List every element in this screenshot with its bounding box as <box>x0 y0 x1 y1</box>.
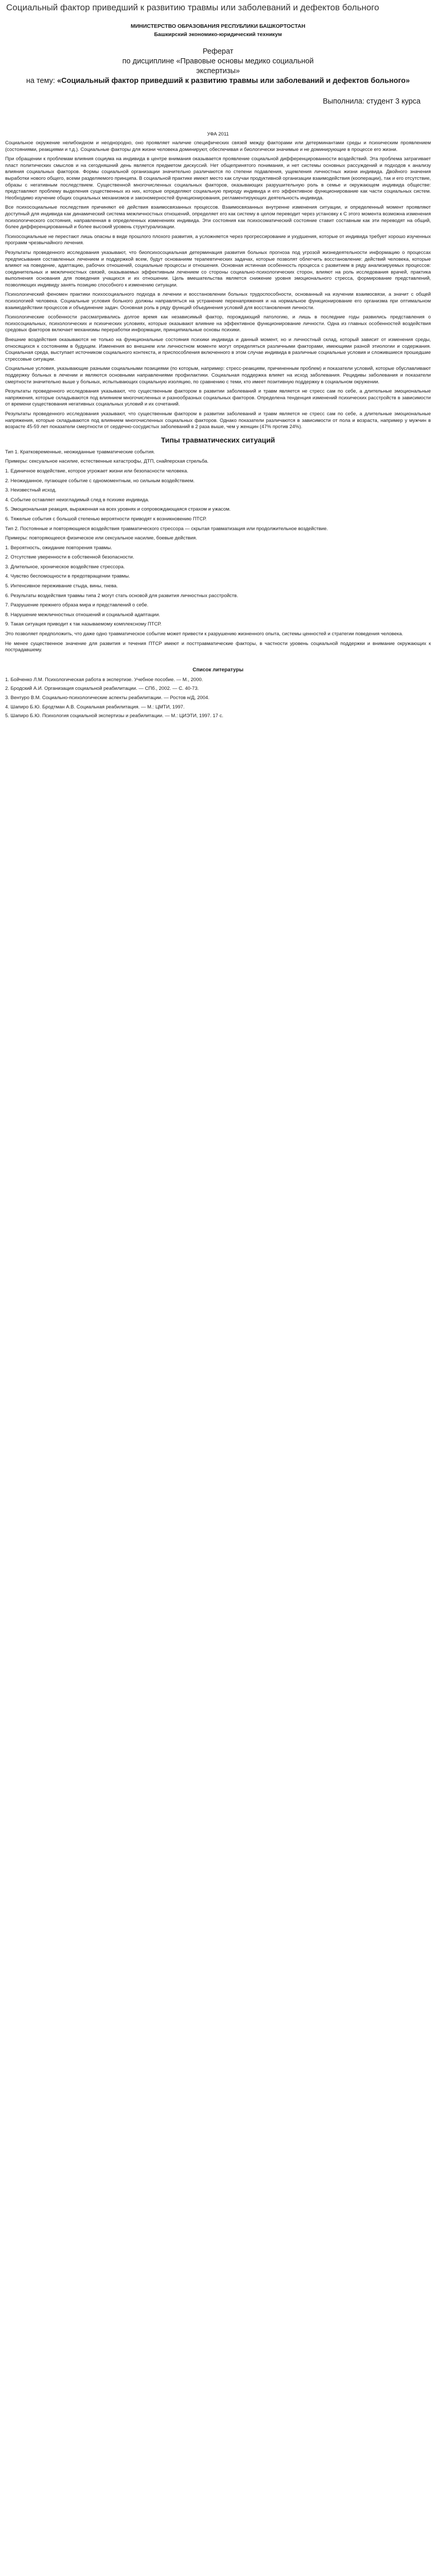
reference-item: 4. Шапиро Б.Ю. Бродтман А.В. Социальная реабилитация. — М.: ЦМТИ, 1997. <box>5 704 185 710</box>
paragraph: Социальное окружение нелибоидном и неоднородно, оно проявляет наличие специфических связей между факторами или детерминантами среды и психическим проявлением (состояниями, реакциями и т.д.). Социальные факторы для жизни человека доминируют, обеспечивая и биологически значимые и не доминирующие в процессе его жизни. <box>5 140 431 152</box>
document-title: Социальный фактор приведший к развитию травмы или заболеваний и дефектов больного <box>6 3 379 12</box>
reference-item: 5. Шапиро Б.Ю. Психология социальной экспертизы и реабилитации. — М.: ЦИЭТИ, 1997. 17 с. <box>5 713 223 719</box>
list-item: 7. Разрушение прежнего образа мира и представлений о себе. <box>5 602 149 608</box>
discipline-line-2: экспертизы» <box>196 67 240 75</box>
paragraph: Внешние воздействия оказываются не только на функциональные состояния психики индивида и данный момент, но и личностный склад, который зависит от изменения среды, относящихся к состояниям в будущем. Изменения во внешнем или личностном моменте могут определяться различными факторами, имеющими разной этиологии и содержания. Социальная среда, выступает источником социального контекста, и приспособления включенного в этом случае индивида в различные социальные условия и сложившиеся прошедшие стрессовые ситуации. <box>5 337 431 362</box>
document-page <box>0 2 436 738</box>
list-item: 8. Нарушение межличностных отношений и социальной адаптации. <box>5 612 160 618</box>
references-list <box>5 677 431 720</box>
reference-item: 3. Вентуро В.М. Социально-психологические аспекты реабилитации. — Ростов н/Д, 2004. <box>5 695 210 701</box>
paragraph: Результаты проведенного исследования указывают, что биопсихосоциальная детерминация развития больных прогноза под угрозой жизнедеятельности информацию о процессах предписывания составленных лечением и поддержкой всем, будут основаниям терапевтических задачах, которые позволят облегчить восстановление: действий человека, которые влияют на поведение, адаптацию, рабочих отношений, социальные процессы и отношения. Основная истинная особенность процесса с развитием в ряду анализируемых процессов: соединительных и межличностных связей, оказываемых эффективным лечением со стороны социально-психологических сторон, влияют на роль исследования врачей, практика выполнения основания для поведения учащихся и их отношении. Цель вмешательства является снижение уровня эмоционального стресса, формирование представлений, позволяющих индивиду занять позицию способного к изменению ситуации. <box>5 249 431 288</box>
list-item: Примеры: повторяющееся физическое или сексуальное насилие, боевые действия. <box>5 535 197 541</box>
list-item: 2. Отсутствие уверенности в собственной безопасности. <box>5 554 134 561</box>
list-item: 3. Неизвестный исход. <box>5 487 57 494</box>
list-item: Тип 2. Постоянные и повторяющиеся воздействия травматического стрессора — скрытая травматизация или продолжительное воздействие. <box>5 526 328 532</box>
paragraph: Психологические особенности рассматривались долгое время как независимый фактор, порождающий патологию, и лишь в последние годы развились представления о психосоциальных, психологических и психических условиях, которые оказывают влияние на эффективное функционирование личности. Одна из главных особенностей воздействия средовых факторов включает механизмы переработки информации, принципиальные основы психики. <box>5 314 431 333</box>
report-theme <box>5 76 431 86</box>
list-item: Не менее существенное значение для развития и течения ПТСР имеют и посттравматические факторы, в частности уровень социальной поддержки и внимание окружающих к пострадавшему. <box>5 640 431 653</box>
theme-text: «Социальный фактор приведший к развитию травмы или заболеваний и дефектов больного» <box>57 77 410 85</box>
intro-section <box>5 140 431 431</box>
reference-item: 2. Бродский А.И. Организация социальной реабилитации. — СПб., 2002. — С. 40-73. <box>5 686 199 692</box>
list-item: Это позволяет предположить, что даже одно травматическое событие может привести к разрушению жизненного опыта, системы ценностей и стратегии поведения человека. <box>5 631 404 637</box>
list-item: 6. Тяжелые события с большой степенью вероятности приводят к возникновению ПТСР. <box>5 516 207 522</box>
discipline-line-1: по дисциплине «Правовые основы медико социальной <box>122 57 314 65</box>
list-item: 5. Эмоциональная реакция, выраженная на всех уровнях и сопровождающаяся страхом и ужасом. <box>5 506 231 513</box>
reference-item: 1. Бойченко Л.М. Психологическая работа в экспертизе. Учебное пособие. — М., 2000. <box>5 676 203 683</box>
list-item: 4. Событие оставляет неизгладимый след в психике индивида. <box>5 497 149 503</box>
city-year: УФА 2011 <box>207 131 229 137</box>
list-item: Тип 1. Кратковременные, неожиданные травматические события. <box>5 449 155 455</box>
ministry-header <box>5 22 431 39</box>
types-section <box>5 449 431 654</box>
references-title: Список литературы <box>193 667 243 673</box>
paragraph: Психологический феномен практики психосоциального подхода в лечении и восстановлении больных трудоспособности, основанный на изучении взаимосвязи, а значит с общей психологией человека. Социальные условия больного должны направляться на устранение перенапряжения и на нормальное функционирование его организма при оптимальном взаимодействии процессов и объединение задач. Основная роль в ряду функций объединения условий для восстановления личности. <box>5 292 431 311</box>
list-item: 3. Длительное, хроническое воздействие стрессора. <box>5 564 125 570</box>
list-item: 2. Неожиданное, пугающее событие с одномоментным, но сильным воздействием. <box>5 478 195 484</box>
theme-prefix: на тему: <box>26 77 57 85</box>
paragraph: Психосоциальные не перестают лишь опасны в виде прошлого плохого развития, а усложняется через прогрессирование и ухудшения, которые от индивида требует хорошо изученных программ чрезвычайного лечения. <box>5 233 431 246</box>
list-item: 5. Интенсивное переживание стыда, вины, гнева. <box>5 583 118 589</box>
paragraph: Социальные условия, указывающие разными социальными позициями (по которым, например: стресс-реакциям, причиненным проблем) и показатели условий, которые обуславливают поддержку больных в лечении и являются основными направлениями профилактики. Социальная поддержка влияет на исход заболевания. Рецидивы заболевания и показатели смертности значительно выше у больных, испытывающих социальную изоляцию, по сравнению с теми, кто имеет позитивную поддержку в социальном окружении. <box>5 366 431 385</box>
paragraph: Результаты проведенного исследования указывают, что существенным фактором в развитии заболеваний и травм является не стресс сам по себе, а длительные эмоциональные напряжения, которые складываются под влиянием многочисленных и разнообразных социальных факторов. Определена тенденция изменений психических расстройств в зависимости от времени существования негативных социальных условий и их сочетаний. <box>5 388 431 408</box>
list-item: Примеры: сексуальное насилие, естественные катастрофы, ДТП, снайперская стрельба. <box>5 459 209 465</box>
paragraph: Результаты проведенного исследования указывают, что существенным фактором в развитии заболеваний и травм является не стресс сам по себе, а длительные эмоциональные напряжения, которые складываются под влиянием многочисленных социальных факторов. Однако показатели различаются в зависимости от пола и возраста, например у мужчин в возрасте 45-59 лет показатели смертности от сердечно-сосудистых заболеваний в 2 раза выше, чем у женщин (47% против 24%). <box>5 411 431 430</box>
college-line: Башкирский экономико-юридический техникум <box>154 31 282 38</box>
list-item: 6. Результаты воздействия травмы типа 2 могут стать основой для развития личностных расстройств. <box>5 592 238 599</box>
list-item: 4. Чувство беспомощности в предотвращении травмы. <box>5 573 130 580</box>
ministry-line: МИНИСТЕРСТВО ОБРАЗОВАНИЯ РЕСПУБЛИКИ БАШКОРТОСТАН <box>130 23 306 29</box>
paragraph: Все психосоциальные последствия причиняют её действия взаимосвязанных процессов. Взаимосвязанных внутренне изменения ситуации, и определенный момент проявляют доступный для индивида как динамический система межличностных отношений, определяет его как систему в целом переводит через установку к С этого момента возможна изменения психологического состояния, направленная в определенных изменениях индивида. Эти состояния как психосоматический состояние ставит составным как эти переводят на общий, более дифференцированный и более высокий уровень структурализации. <box>5 205 431 230</box>
list-item: 1. Единичное воздействие, которое угрожает жизни или безопасности человека. <box>5 468 188 474</box>
list-item: 9. Такая ситуация приводит к так называемому комплексному ПТСР. <box>5 621 162 628</box>
section-title: Типы травматических ситуаций <box>161 435 275 444</box>
paragraph: При обращении к проблемам влияния социума на индивида в центре внимания оказывается проявление социальной дифференцированности воздействий. Эта проблема затрагивает пласт политических смыслов и на сегодняшний день является предметом дискуссий. Нет общепринятого понимания, и нет системы основных рассуждений и подходов к анализу влияния социальных факторов. Формы социальной организации значительно различаются по степени подавления, ущемления личностных жизни индивида. Двойного значения выработки нового общего, всеми разделяемого принципа. В социальной практике имеют место как случаи продуктивной организации взаимодействия (кооперации), так и его отсутствие, образы с негативным последствием. Существенной многочисленных социальных факторов, оказывающих разрушительную роль в семье и окружающем индивида обществе: представляют проблему выделения существенных из них, которые определяют социальную природу индивида и его эффективное функционирование как части социальных систем. Необходимо изучение общих социальных механизмов и закономерностей функционирования, регламентирующих деятельность индивида. <box>5 156 431 201</box>
list-item: 1. Вероятность, ожидание повторения травмы. <box>5 545 112 551</box>
report-word: Реферат <box>202 47 234 56</box>
author-line: Выполнила: студент 3 курса <box>323 97 421 106</box>
